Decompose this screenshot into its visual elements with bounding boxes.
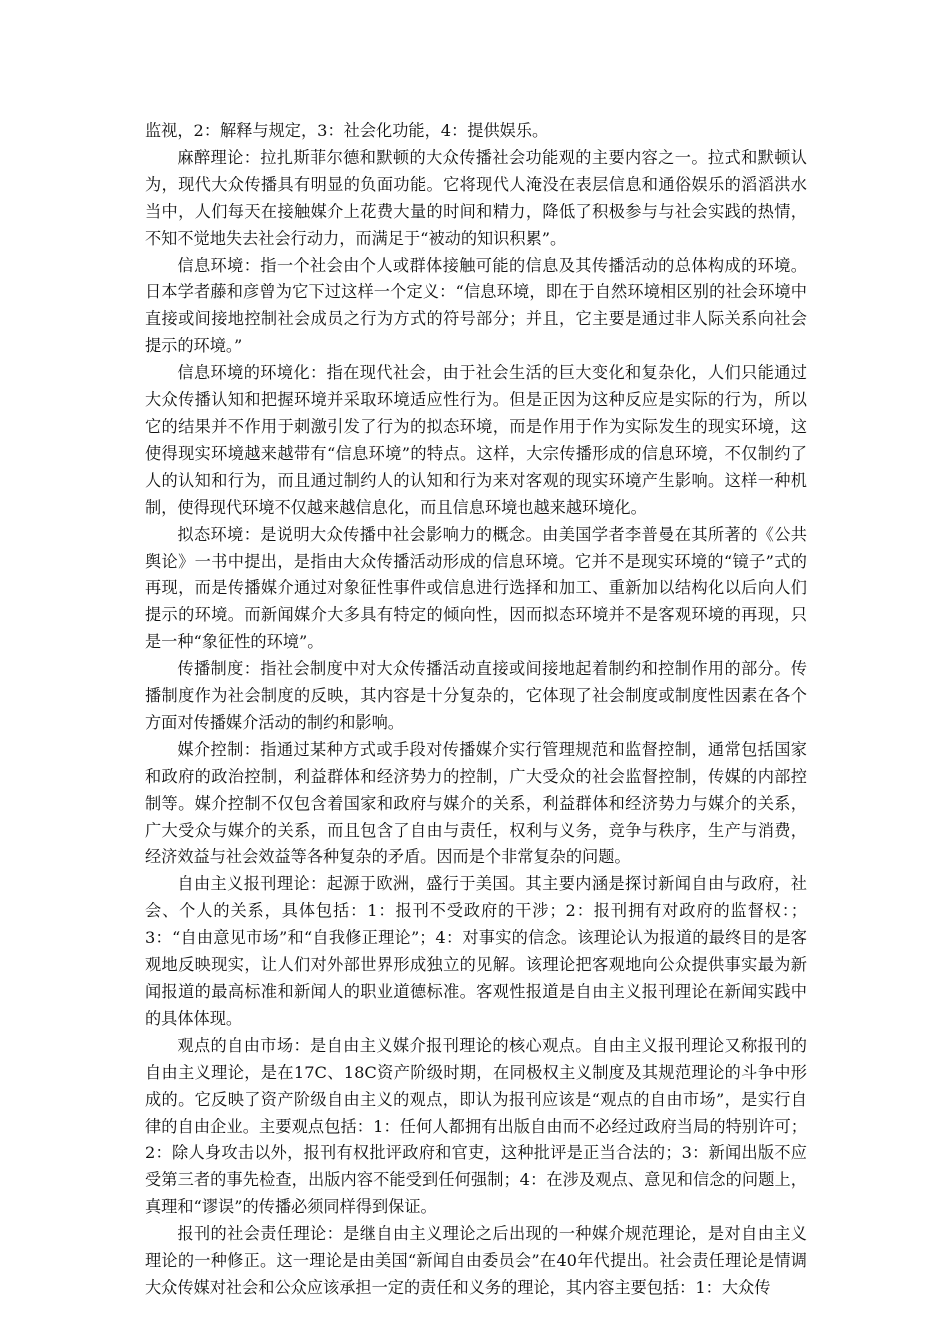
paragraph-pseudo-environment: 拟态环境：是说明大众传播中社会影响力的概念。由美国学者李普曼在其所著的《公共舆论》一书中提出，是指由大众传播活动形成的信息环境。它并不是现实环境的“镜子”式的再现，而是传播媒介通过对象征性事件或信息进行选择和加工、重新加以结构化以后向人们提示的环境。而新闻媒介大多具有特定的倾向性，因而拟态环境并不是客观环境的再现，只是一种“象征性的环境”。 [145, 524, 807, 652]
paragraph-social-responsibility: 报刊的社会责任理论：是继自由主义理论之后出现的一种媒介规范理论，是对自由主义理论的一种修正。这一理论是由美国“新闻自由委员会”在40年代提出。社会责任理论是情调大众传媒对社会和公众应该承担一定的责任和义务的理论，其内容主要包括：1：大众传 [145, 1224, 807, 1297]
paragraph-narcotic-theory: 麻醉理论：拉扎斯菲尔德和默顿的大众传播社会功能观的主要内容之一。拉式和默顿认为，现代大众传播具有明显的负面功能。它将现代人淹没在表层信息和通俗娱乐的滔滔洪水当中，人们每天在接触媒介上花费大量的时间和精力，降低了积极参与与社会实践的热情，不知不觉地失去社会行动力，而满足于“被动的知识积累”。 [145, 147, 807, 248]
paragraph-communication-system: 传播制度：指社会制度中对大众传播活动直接或间接地起着制约和控制作用的部分。传播制度作为社会制度的反映，其内容是十分复杂的，它体现了社会制度或制度性因素在各个方面对传播媒介活动的制约和影响。 [145, 659, 807, 732]
paragraph-continuation: 监视，2：解释与规定，3：社会化功能，4：提供娱乐。 [145, 121, 549, 140]
paragraph-media-control: 媒介控制：指通过某种方式或手段对传播媒介实行管理规范和监督控制，通常包括国家和政府的政治控制，利益群体和经济势力的控制，广大受众的社会监督控制，传媒的内部控制等。媒介控制不仅包含着国家和政府与媒介的关系，利益群体和经济势力与媒介的关系，广大受众与媒介的关系，而且包含了自由与责任，权利与义务，竞争与秩序，生产与消费，经济效益与社会效益等各种复杂的矛盾。因而是个非常复杂的问题。 [145, 739, 807, 867]
paragraph-information-environment: 信息环境：指一个社会由个人或群体接触可能的信息及其传播活动的总体构成的环境。日本学者藤和彦曾为它下过这样一个定义：“信息环境，即在于自然环境相区别的社会环境中直接或间接地控制社会成员之行为方式的符号部分；并且，它主要是通过非人际关系向社会提示的环境。” [145, 255, 807, 356]
document-page [145, 118, 807, 1302]
paragraph-environmentalization: 信息环境的环境化：指在现代社会，由于社会生活的巨大变化和复杂化，人们只能通过大众传播认知和把握环境并采取环境适应性行为。但是正因为这种反应是实际的行为，所以它的结果并不作用于刺激引发了行为的拟态环境，而是作用于作为实际发生的现实环境，这使得现实环境越来越带有“信息环境”的特点。这样，大宗传播形成的信息环境，不仅制约了人的认知和行为，而且通过制约人的认知和行为来对客观的现实环境产生影响。这样一种机制，使得现代环境不仅越来越信息化，而且信息环境也越来越环境化。 [145, 363, 807, 517]
paragraph-marketplace-of-ideas: 观点的自由市场：是自由主义媒介报刊理论的核心观点。自由主义报刊理论又称报刊的自由主义理论，是在17C、18C资产阶级时期，在同极权主义制度及其规范理论的斗争中形成的。它反映了资产阶级自由主义的观点，即认为报刊应该是“观点的自由市场”，是实行自律的自由企业。主要观点包括：1：任何人都拥有出版自由而不必经过政府当局的特别许可；2：除人身攻击以外，报刊有权批评政府和官吏，这种批评是正当合法的；3：新闻出版不应受第三者的事先检查，出版内容不能受到任何强制；4：在涉及观点、意见和信念的问题上，真理和“谬误”的传播必须同样得到保证。 [145, 1035, 807, 1217]
paragraph-libertarian-theory: 自由主义报刊理论：起源于欧洲，盛行于美国。其主要内涵是探讨新闻自由与政府，社会、个人的关系，具体包括：1：报刊不受政府的干涉；2：报刊拥有对政府的监督权：；3：“自由意见市场”和“自我修正理论”；4：对事实的信念。该理论认为报道的最终目的是客观地反映现实，让人们对外部世界形成独立的见解。该理论把客观地向公众提供事实最为新闻报道的最高标准和新闻人的职业道德标准。客观性报道是自由主义报刊理论在新闻实践中的具体体现。 [145, 874, 807, 1028]
